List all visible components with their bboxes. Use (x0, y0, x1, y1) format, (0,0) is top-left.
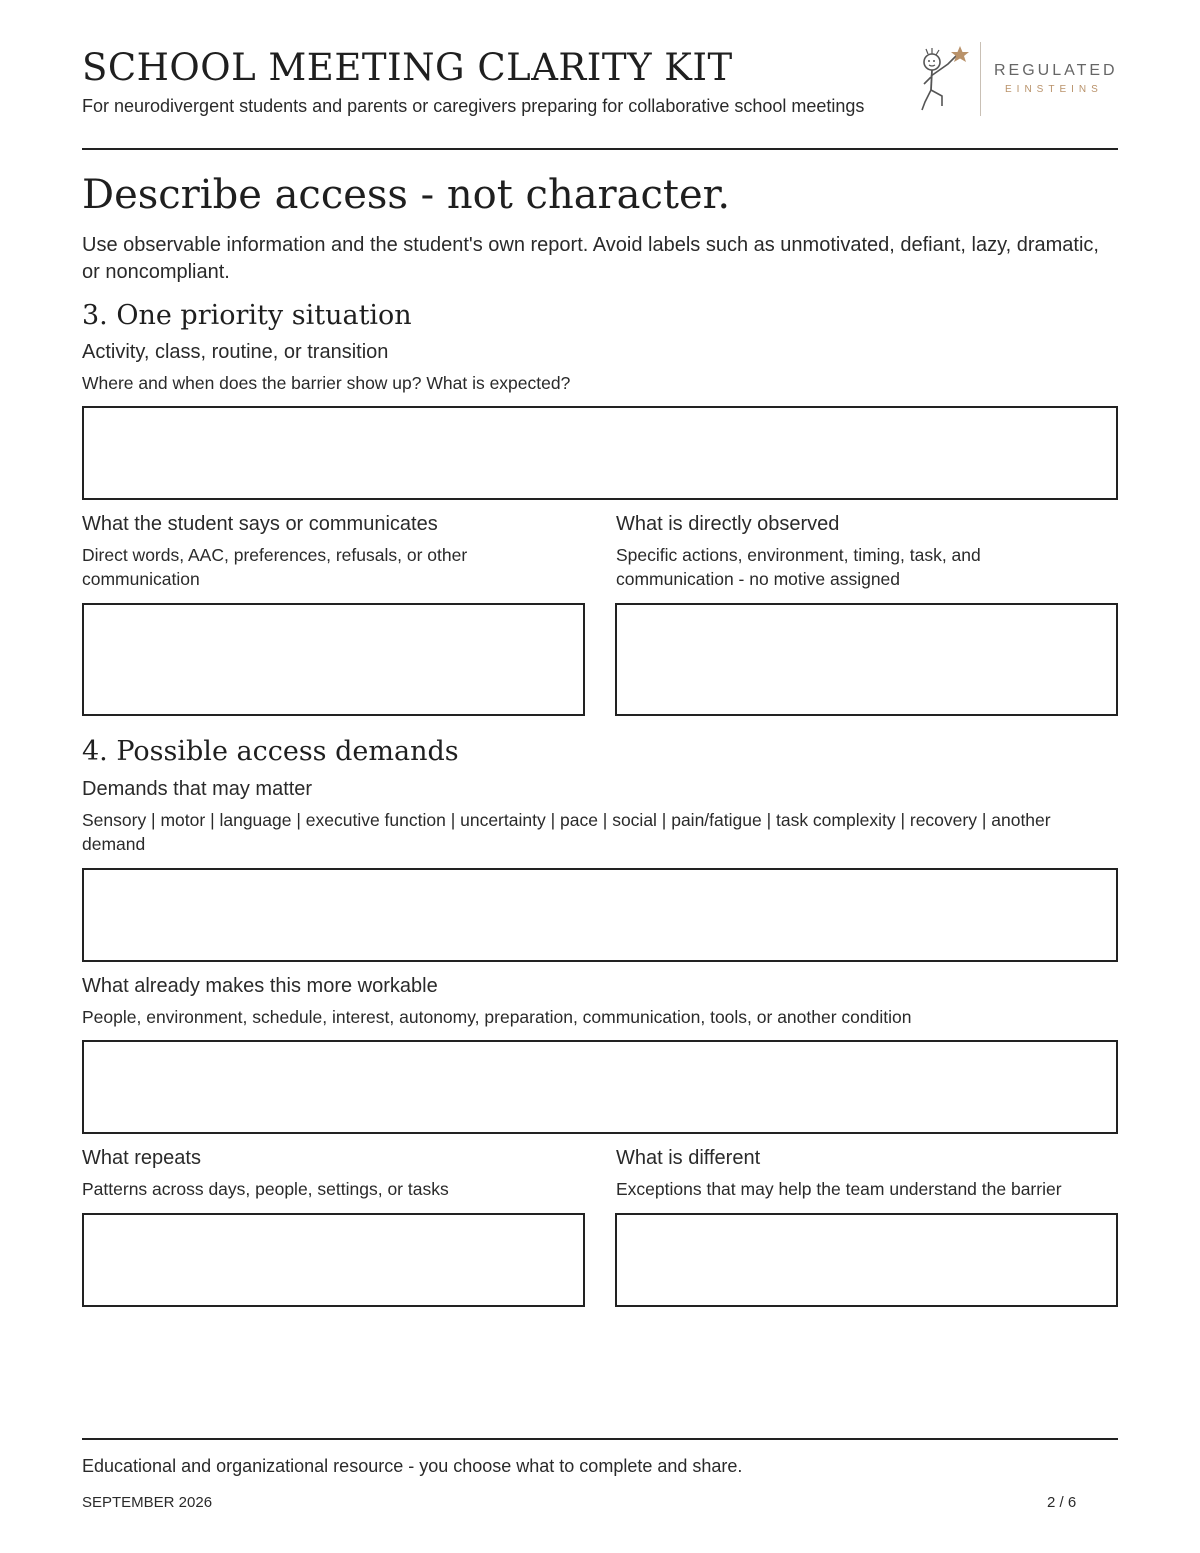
situation-answer-box[interactable] (82, 406, 1118, 500)
page-heading: Describe access - not character. (82, 172, 731, 218)
demands-label: Demands that may matter (82, 778, 313, 800)
demands-answer-box[interactable] (82, 868, 1118, 962)
different-answer-box[interactable] (615, 1213, 1118, 1307)
logo-divider (980, 42, 981, 116)
observed-hint: Specific actions, environment, timing, task, and communication - no motive assigned (616, 545, 981, 589)
document-subtitle: For neurodivergent students and parents or caregivers preparing for collaborative school meetings (82, 96, 865, 116)
situation-label: Activity, class, routine, or transition (82, 341, 389, 363)
student-says-answer-box[interactable] (82, 603, 585, 716)
different-label: What is different (616, 1147, 761, 1169)
section-4-heading: 4. Possible access demands (82, 736, 459, 767)
section-3-heading: 3. One priority situation (82, 300, 412, 331)
different-hint: Exceptions that may help the team understand the barrier (616, 1179, 1062, 1199)
footer-divider (82, 1438, 1118, 1440)
document-title: SCHOOL MEETING CLARITY KIT (82, 46, 733, 89)
repeats-label: What repeats (82, 1147, 201, 1169)
logo-wordmark-bottom: EINSTEINS (1005, 84, 1103, 95)
stick-figure-reaching-star-icon (918, 44, 970, 116)
observed-label: What is directly observed (616, 513, 840, 535)
footer-note: Educational and organizational resource - you choose what to complete and share. (82, 1456, 743, 1476)
repeats-answer-box[interactable] (82, 1213, 585, 1307)
workable-answer-box[interactable] (82, 1040, 1118, 1134)
workable-hint: People, environment, schedule, interest, autonomy, preparation, communication, tools, or another condition (82, 1007, 912, 1027)
workable-label: What already makes this more workable (82, 975, 438, 997)
repeats-hint: Patterns across days, people, settings, or tasks (82, 1179, 449, 1199)
worksheet-page (82, 0, 1118, 1553)
page-header (82, 42, 1118, 150)
demands-hint: Sensory | motor | language | executive function | uncertainty | pace | social | pain/fatigue | task complexity | recovery | another demand (82, 810, 1051, 854)
logo-wordmark-top: REGULATED (994, 62, 1118, 79)
situation-hint: Where and when does the barrier show up? What is expected? (82, 373, 571, 393)
student-says-hint: Direct words, AAC, preferences, refusals, or other communication (82, 545, 468, 589)
footer-date: SEPTEMBER 2026 (82, 1494, 213, 1511)
student-says-label: What the student says or communicates (82, 513, 438, 535)
brand-logo (918, 42, 1118, 116)
page-number: 2 / 6 (1047, 1494, 1077, 1511)
observed-answer-box[interactable] (615, 603, 1118, 716)
intro-text: Use observable information and the student's own report. Avoid labels such as unmotivated, defiant, lazy, dramatic, or noncompliant. (82, 234, 1099, 283)
